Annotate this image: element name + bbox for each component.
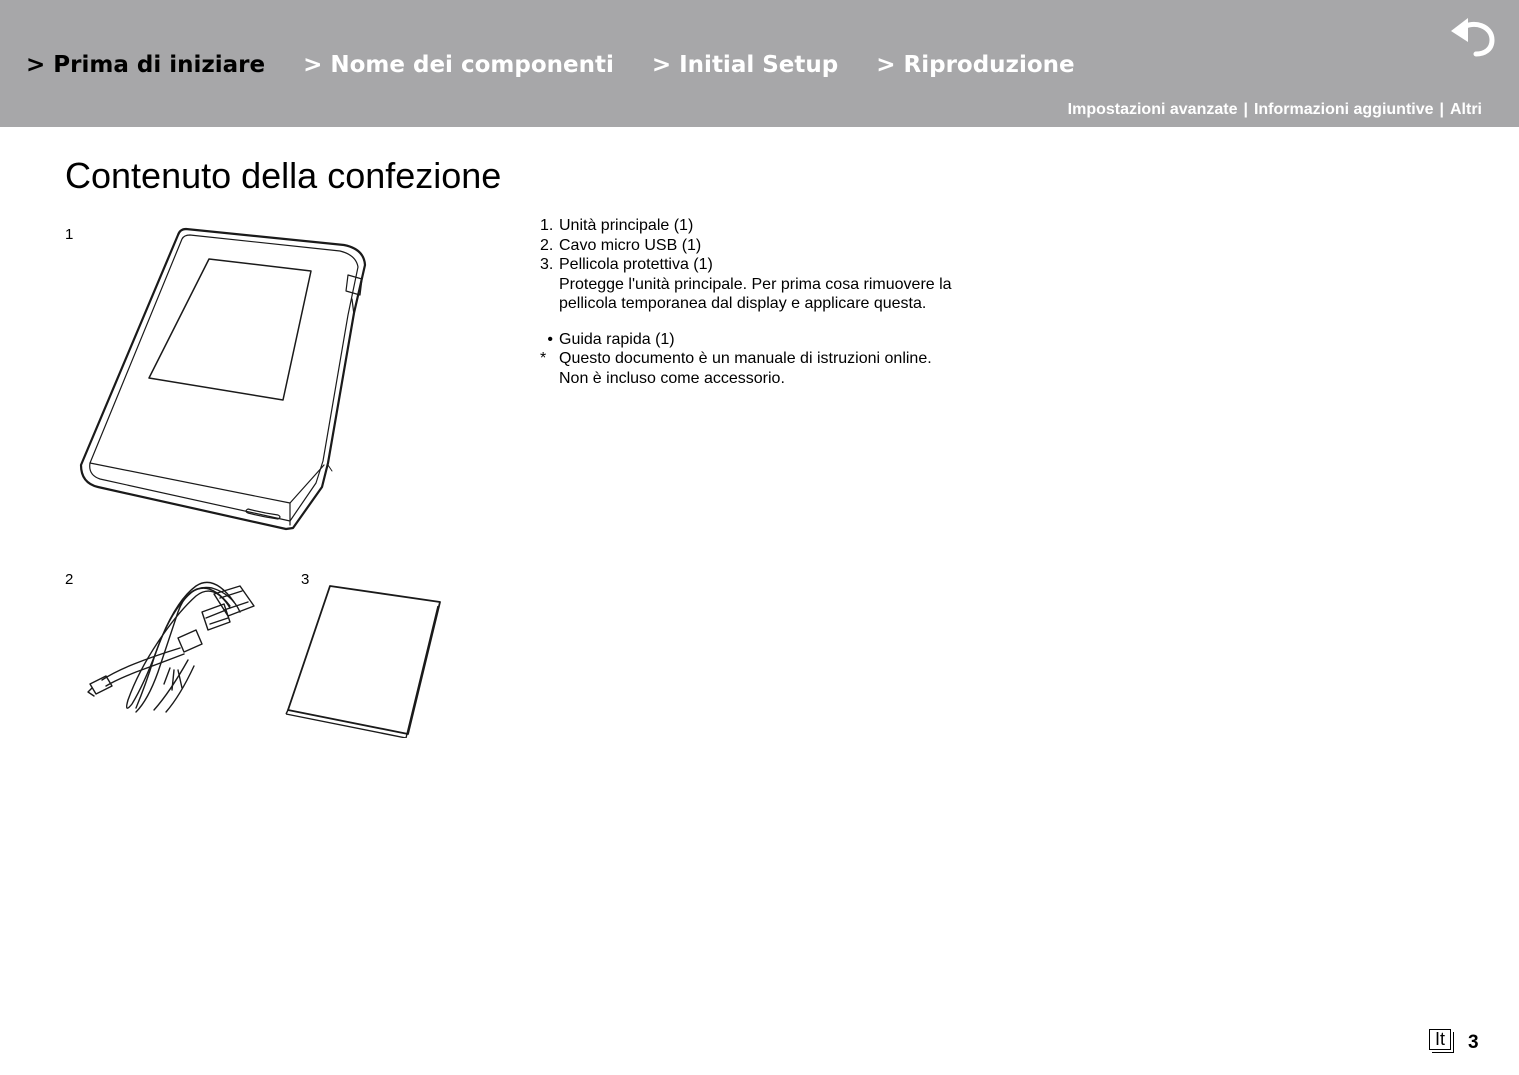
list-item [540,216,1010,236]
contents-list [540,216,1010,388]
subnav-informazioni-aggiuntive[interactable]: Informazioni aggiuntive [1253,101,1434,118]
bullet-item [540,330,1010,350]
language-badge: It [1429,1029,1451,1050]
note-marker [540,369,559,389]
figure-number-2: 2 [65,571,74,588]
figure-number-3: 3 [301,571,310,588]
subnav-separator: | [1439,101,1444,118]
item-text: Unità principale (1) [559,217,694,234]
list-item-description [540,275,1010,295]
page-number: 3 [1468,1032,1479,1053]
item-text: Protegge l'unità principale. Per prima cosa rimuovere la [559,275,952,293]
note-item [540,369,1010,389]
subnav-separator: | [1243,101,1248,118]
micro-usb-cable-illustration [84,572,258,718]
main-unit-illustration [78,225,370,533]
header-bar [0,0,1519,127]
subnav-impostazioni-avanzate[interactable]: Impostazioni avanzate [1067,101,1238,118]
item-text: pellicola temporanea dal display e applicare questa. [559,295,927,312]
list-item-description [540,294,1010,314]
main-nav [26,52,1113,86]
protective-film-illustration [282,582,446,738]
nav-riproduzione[interactable]: > Riproduzione [876,52,1075,78]
list-item [540,255,1010,275]
return-arrow-icon[interactable] [1448,14,1498,58]
bullet-text: Guida rapida (1) [559,330,675,348]
item-text: Cavo micro USB (1) [559,236,702,254]
figure-number-1: 1 [65,226,74,243]
spacer [540,314,1010,330]
note-text: Questo documento è un manuale di istruzioni online. [559,350,932,367]
list-marker [540,294,559,314]
sub-nav [1068,101,1482,119]
list-marker: 1. [540,217,554,234]
list-item [540,236,1010,256]
nav-initial-setup[interactable]: > Initial Setup [651,52,839,78]
nav-prima-di-iniziare[interactable]: > Prima di iniziare [26,52,266,78]
bullet-marker: • [547,330,553,348]
subnav-altri[interactable]: Altri [1450,101,1482,118]
page-title: Contenuto della confezione [65,155,502,196]
note-marker: * [540,350,547,367]
nav-nome-dei-componenti[interactable]: > Nome dei componenti [303,52,614,78]
item-text: Pellicola protettiva (1) [559,256,713,273]
note-item [540,349,1010,369]
note-text: Non è incluso come accessorio. [559,369,785,387]
list-marker: 2. [540,236,554,254]
list-marker: 3. [540,256,554,273]
list-marker [540,275,559,295]
